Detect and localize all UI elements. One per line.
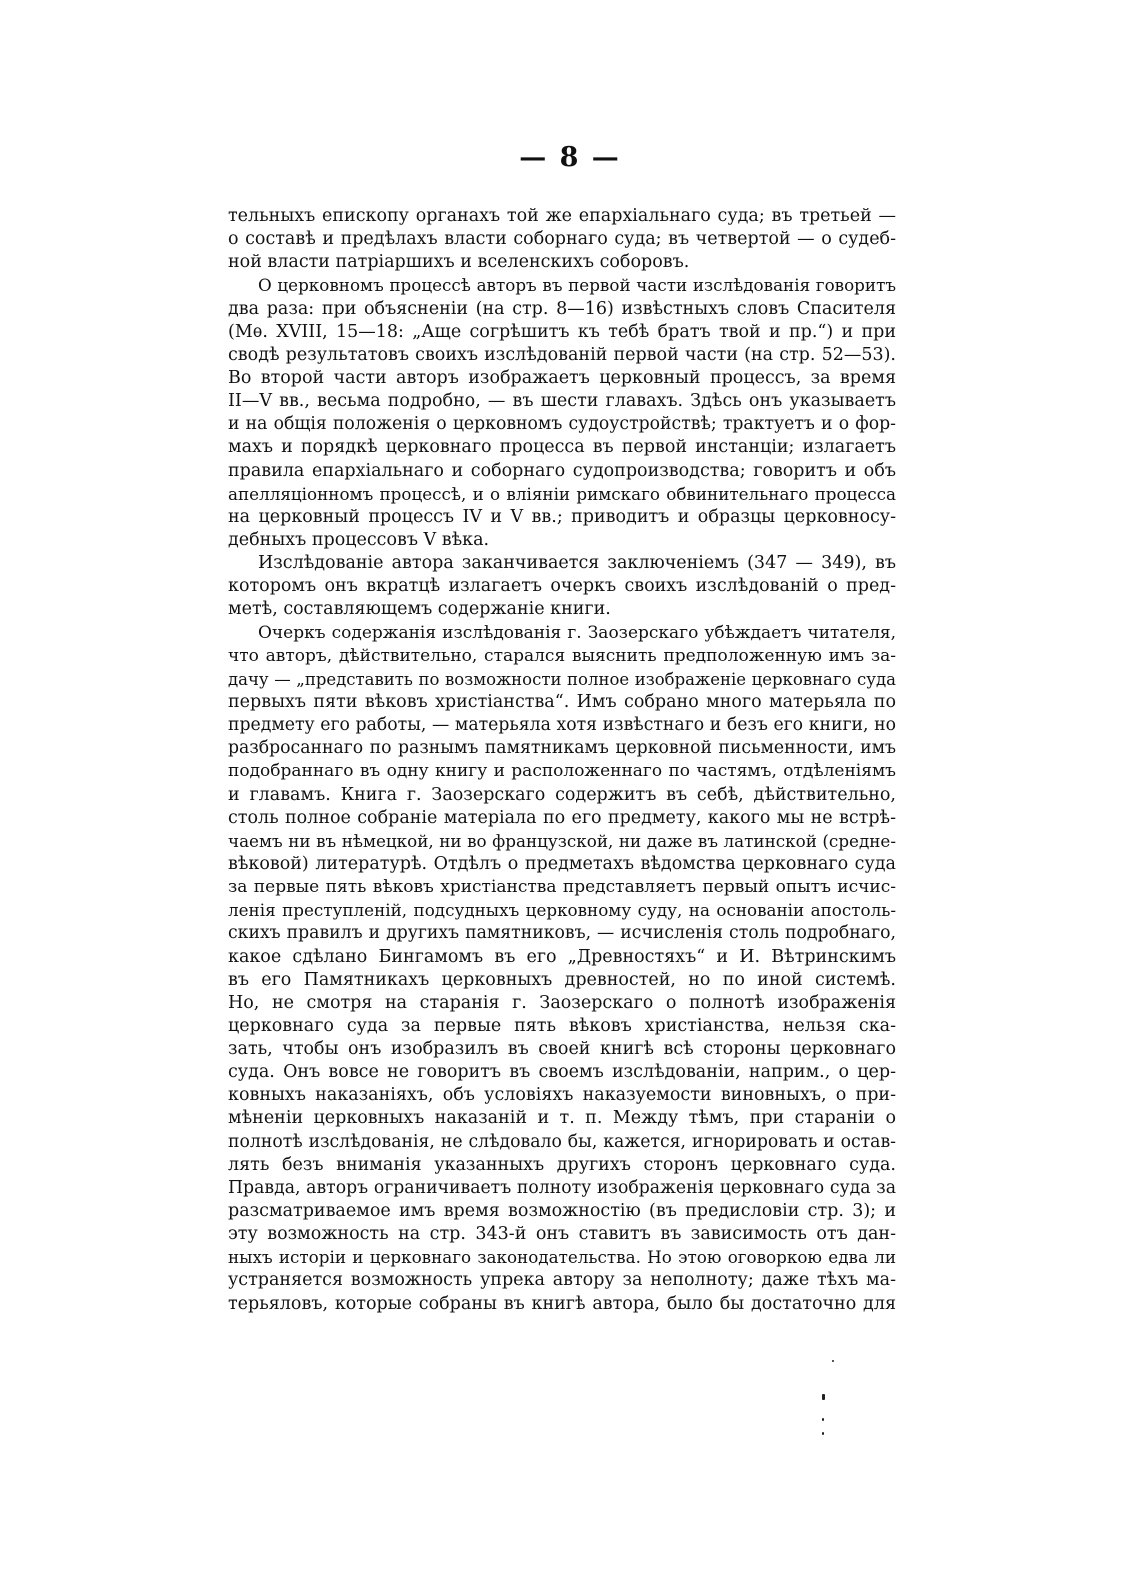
text-line: Изслѣдованіе автора заканчивается заключеніемъ (347 — 349), въ (258, 553, 896, 574)
text-line: махъ и порядкѣ церковнаго процесса въ первой инстанціи; излагаетъ (228, 437, 896, 458)
text-line: сводѣ результатовъ своихъ изслѣдованій первой части (на стр. 52—53). (228, 344, 896, 365)
text-line: что авторъ, дѣйствительно, старался выяснить предположенную имъ за- (228, 645, 896, 666)
paragraph (228, 622, 896, 1316)
text-line: Но, не смотря на старанія г. Заозерскаго о полнотѣ изображенія (228, 992, 896, 1013)
text-line: Очеркъ содержанія изслѣдованія г. Заозерскаго убѣждаетъ читателя, (258, 622, 896, 643)
text-line: столь полное собраніе матеріала по его предмету, какого мы не встрѣ- (228, 807, 896, 828)
text-line: и главамъ. Книга г. Заозерскаго содержитъ въ себѣ, дѣйствительно, (228, 784, 896, 805)
text-line: Во второй части авторъ изображаетъ церковный процессъ, за время (228, 367, 896, 388)
text-line: эту возможность на стр. 343-й онъ ставитъ въ зависимость отъ дан- (228, 1224, 896, 1245)
text-line: скихъ правилъ и другихъ памятниковъ, — исчисленія столь подробнаго, (228, 923, 896, 944)
page-number (0, 142, 1140, 173)
text-line: о составѣ и предѣлахъ власти соборнаго суда; въ четвертой — о судеб- (228, 229, 896, 250)
text-line: О церковномъ процессѣ авторъ въ первой части изслѣдованія говоритъ (258, 275, 896, 296)
paragraph (228, 205, 896, 274)
paragraph (228, 552, 896, 621)
text-line: разсматриваемое имъ время возможностію (въ предисловіи стр. 3); и (228, 1201, 896, 1222)
text-line: полнотѣ изслѣдованія, не слѣдовало бы, кажется, игнорировать и остав- (228, 1131, 896, 1152)
text-line: апелляціонномъ процессѣ, и о вліяніи римскаго обвинительнаго процесса (228, 483, 896, 504)
text-line: въ его Памятникахъ церковныхъ древностей, но по иной системѣ. (228, 969, 896, 990)
text-line: суда. Онъ вовсе не говоритъ въ своемъ изслѣдованіи, наприм., о цер- (228, 1062, 896, 1083)
text-line: предмету его работы, — матерьяла хотя извѣстнаго и безъ его книги, но (228, 715, 896, 736)
text-line: ковныхъ наказаніяхъ, объ условіяхъ наказуемости виновныхъ, о при- (228, 1085, 896, 1106)
text-line: на церковный процессъ IV и V вв.; приводитъ и образцы церковносу- (228, 506, 896, 527)
text-line: метѣ, составляющемъ содержаніе книги. (228, 599, 611, 620)
text-line: II—V вв., весьма подробно, — въ шести главахъ. Здѣсь онъ указываетъ (228, 391, 896, 412)
body-text (228, 205, 896, 1316)
scan-speck (822, 1432, 824, 1435)
text-line: ной власти патріаршихъ и вселенскихъ соборовъ. (228, 252, 690, 273)
text-line: два раза: при объясненіи (на стр. 8—16) извѣстныхъ словъ Спасителя (228, 298, 896, 319)
text-line: чаемъ ни въ нѣмецкой, ни во французской, ни даже въ латинской (средне- (228, 830, 896, 851)
text-line: мѣненіи церковныхъ наказаній и т. п. Между тѣмъ, при стараніи о (228, 1108, 896, 1129)
text-line: разбросаннаго по разнымъ памятникамъ церковной письменности, имъ (228, 738, 896, 759)
text-line: тельныхъ епископу органахъ той же епархіальнаго суда; въ третьей — (228, 206, 896, 226)
text-line: дачу — „представить по возможности полное изображеніе церковнаго суда (228, 669, 896, 689)
text-line: ныхъ исторіи и церковнаго законодательства. Но этою оговоркою едва ли (228, 1247, 896, 1268)
text-line: зать, чтобы онъ изобразилъ въ своей книгѣ всѣ стороны церковнаго (228, 1039, 896, 1060)
scan-speck (822, 1394, 825, 1400)
text-line: Правда, авторъ ограничиваетъ полноту изображенія церковнаго суда за (228, 1177, 896, 1198)
text-line: подобраннаго въ одну книгу и расположеннаго по частямъ, отдѣленіямъ (228, 761, 896, 782)
page-number-text: — 8 — (519, 142, 621, 173)
text-line: первыхъ пяти вѣковъ христіанства“. Имъ собрано много матерьяла по (228, 691, 896, 712)
text-line: устраняется возможность упрека автору за неполноту; даже тѣхъ ма- (228, 1270, 896, 1291)
text-line: ленія преступленій, подсудныхъ церковному суду, на основаніи апостоль- (228, 900, 896, 921)
text-line: лять безъ вниманія указанныхъ другихъ сторонъ церковнаго суда. (228, 1154, 896, 1175)
text-line: вѣковой) литературѣ. Отдѣлъ о предметахъ вѣдомства церковнаго суда (228, 853, 896, 874)
text-line: церковнаго суда за первые пять вѣковъ христіанства, нельзя ска- (228, 1015, 896, 1036)
text-line: которомъ онъ вкратцѣ излагаетъ очеркъ своихъ изслѣдованій о пред- (228, 576, 896, 597)
text-line: дебныхъ процессовъ V вѣка. (228, 529, 490, 550)
text-line: терьяловъ, которые собраны въ книгѣ автора, было бы достаточно для (228, 1293, 896, 1314)
scan-speck (822, 1418, 824, 1421)
text-line: правила епархіальнаго и соборнаго судопроизводства; говоритъ и объ (228, 460, 896, 481)
text-line: какое сдѣлано Бингамомъ въ его „Древностяхъ“ и И. Вѣтринскимъ (228, 946, 896, 967)
paragraph (228, 274, 896, 552)
text-line: (Мѳ. XVIII, 15—18: „Аще согрѣшитъ къ тебѣ братъ твой и пр.“) и при (228, 321, 896, 342)
text-line: за первые пять вѣковъ христіанства представляетъ первый опытъ исчис- (228, 877, 896, 898)
scan-specks (818, 1360, 838, 1450)
text-line: и на общія положенія о церковномъ судоустройствѣ; трактуетъ и о фор- (228, 414, 896, 435)
scan-speck (832, 1360, 834, 1362)
